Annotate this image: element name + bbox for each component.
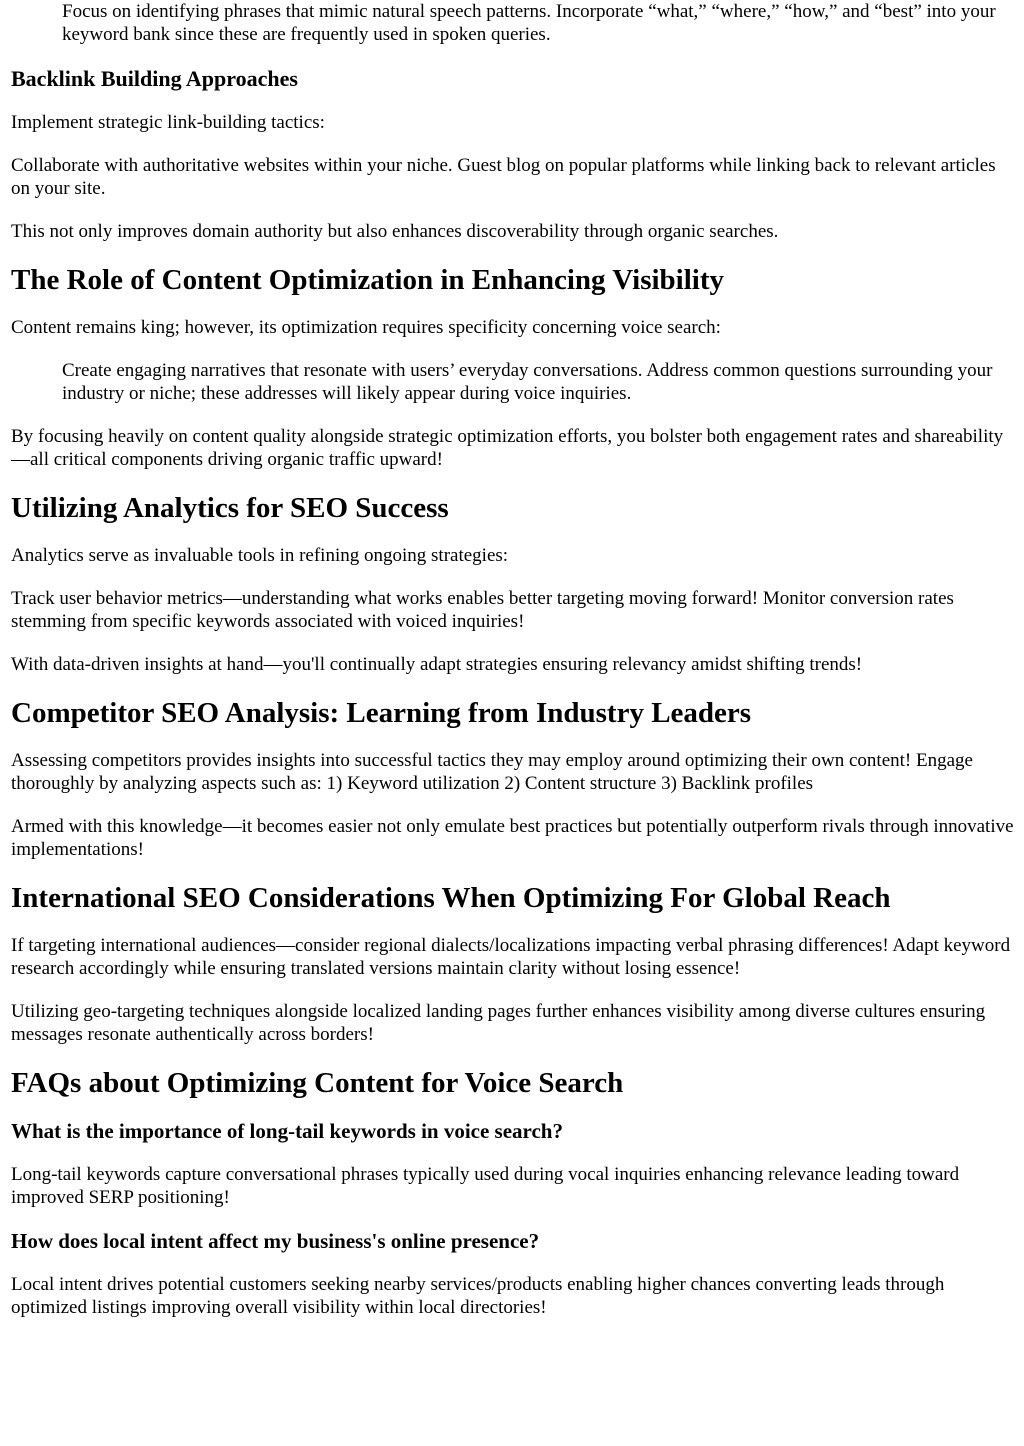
competitor-paragraph-2: Armed with this knowledge—it becomes easier not only emulate best practices but potentially outperform rivals through innovative implementations! [11,816,1014,860]
backlink-heading: Backlink Building Approaches [11,66,298,91]
backlink-paragraph-3: This not only improves domain authority but also enhances discoverability through organic searches. [11,221,779,242]
content-optimization-paragraph-1: Content remains king; however, its optimization requires specificity concerning voice search: [11,317,721,338]
international-paragraph-1: If targeting international audiences—consider regional dialects/localizations impacting verbal phrasing differences! Adapt keyword research accordingly while ensuring translated versions maintain clarity without losing essence! [11,935,1011,979]
analytics-paragraph-1: Analytics serve as invaluable tools in refining ongoing strategies: [11,545,509,566]
international-paragraph-2: Utilizing geo-targeting techniques alongside localized landing pages further enhances visibility among diverse cultures ensuring messages resonate authentically across borders! [11,1001,986,1045]
faq-question: How does local intent affect my business's online presence? [11,1229,540,1253]
analytics-paragraph-3: With data-driven insights at hand—you'll continually adapt strategies ensuring relevancy amidst shifting trends! [11,654,863,675]
content-optimization-quote: Create engaging narratives that resonate with users’ everyday conversations. Address common questions surrounding your industry or niche; these addresses will likely appear during voice inquiries. [62,360,993,404]
intro-quote: Focus on identifying phrases that mimic natural speech patterns. Incorporate “what,” “where,” “how,” and “best” into your keyword bank since these are frequently used in spoken queries. [62,1,996,45]
faq-answer: Local intent drives potential customers seeking nearby services/products enabling higher chances converting leads through optimized listings improving overall visibility within local directories! [11,1274,945,1318]
backlink-paragraph-1: Implement strategic link-building tactics: [11,112,325,133]
competitor-paragraph-1: Assessing competitors provides insights into successful tactics they may employ around optimizing their own content! Engage thoroughly by analyzing aspects such as: 1) Keyword utilization 2) Content structure 3) Backlink profiles [11,750,973,794]
competitor-heading: Competitor SEO Analysis: Learning from Industry Leaders [11,697,752,729]
analytics-heading: Utilizing Analytics for SEO Success [11,492,449,524]
faqs-heading: FAQs about Optimizing Content for Voice Search [11,1067,624,1099]
analytics-paragraph-2: Track user behavior metrics—understanding what works enables better targeting moving forward! Monitor conversion rates stemming from specific keywords associated with voiced inquiries! [11,588,954,632]
content-optimization-heading: The Role of Content Optimization in Enhancing Visibility [11,264,725,296]
international-heading: International SEO Considerations When Optimizing For Global Reach [11,882,891,914]
faq-answer: Long-tail keywords capture conversational phrases typically used during vocal inquiries enhancing relevance leading toward improved SERP positioning! [11,1164,960,1208]
faq-question: What is the importance of long-tail keywords in voice search? [11,1119,563,1143]
content-optimization-paragraph-2: By focusing heavily on content quality alongside strategic optimization efforts, you bolster both engagement rates and shareability—all critical components driving organic traffic upward! [11,426,1004,470]
backlink-paragraph-2: Collaborate with authoritative websites within your niche. Guest blog on popular platforms while linking back to relevant articles on your site. [11,155,996,199]
